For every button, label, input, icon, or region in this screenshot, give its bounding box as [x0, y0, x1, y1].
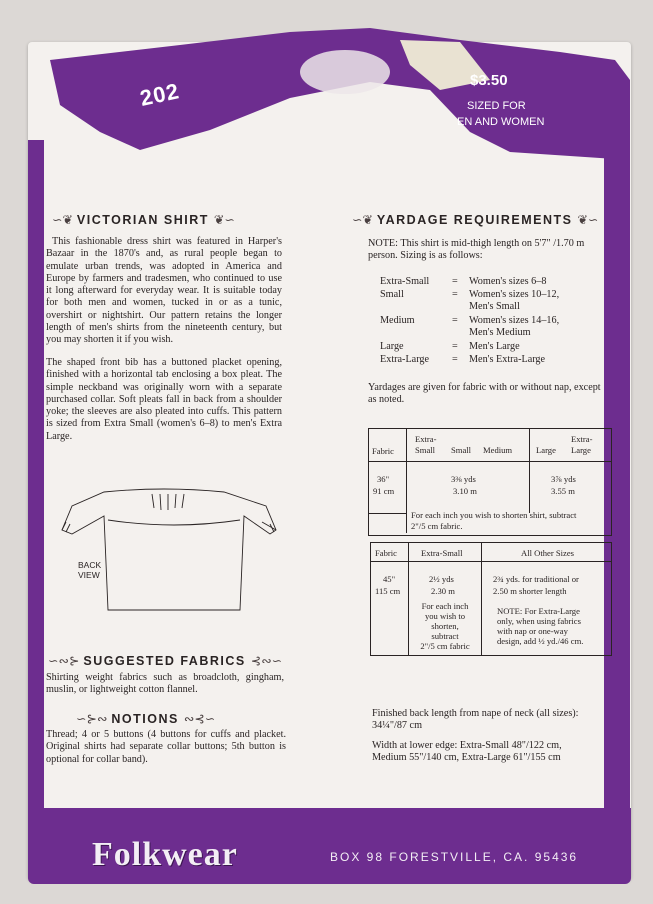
note-line: 2"/5 cm fabric: [420, 641, 470, 651]
fabric-width: 45": [383, 574, 396, 584]
price-label: $3.50: [470, 72, 508, 89]
sized-for-line2: EN AND WOMEN: [457, 116, 545, 128]
size-equals: =: [452, 341, 458, 352]
scroll-ornament-icon: ∽⊱∾: [76, 711, 112, 726]
size-name: Small: [380, 289, 404, 300]
yardage-heading: [352, 212, 598, 227]
other-yardage-m: 2.50 m shorter length: [493, 586, 567, 596]
xs-shorten-note: [409, 601, 481, 651]
size-desc: Men's Large: [469, 341, 520, 352]
back-length-line2: 34¼"/87 cm: [372, 720, 422, 732]
back-view-line1: BACK: [78, 560, 102, 570]
header-fabric: Fabric: [372, 446, 394, 456]
header-extra-small-2: Small: [415, 445, 436, 455]
back-view-line2: VIEW: [78, 570, 100, 580]
note-line: with nap or one-way: [497, 626, 568, 636]
torn-top-flap: [40, 20, 630, 160]
scroll-ornament-icon: ∽❦: [352, 212, 377, 227]
scroll-ornament-icon: ❦∽: [577, 212, 599, 227]
size-desc: Men's Extra-Large: [469, 354, 546, 365]
scroll-ornament-icon: ∽❦: [52, 212, 77, 227]
size-desc2: Men's Medium: [469, 327, 531, 338]
fabric-width-cm: 91 cm: [373, 486, 395, 496]
size-desc: Women's sizes 14–16,: [469, 315, 560, 326]
description-paragraph-1: This fashionable dress shirt was featured in Harper's Bazaar in the 1870's and, as rural people began to emulate urban trends, was adopted in America and Europe by farmers and tradesmen, who continued to use it long afterward for everyday wear. It is suitable today for both men and women, tucked in or as a tunic, overshirt or nightshirt. Our pattern retains the longer length of men's shirts from the nineteenth century, but you may shorten it if you wish.: [46, 236, 282, 346]
notions-heading: [76, 711, 215, 726]
size-equals: =: [452, 315, 458, 326]
xs-yardage: 2½ yds: [429, 574, 454, 584]
yardage-value-m: 3.10 m: [453, 486, 477, 496]
back-length-line1: Finished back length from nape of neck (all sizes):: [372, 708, 579, 719]
section-title: YARDAGE REQUIREMENTS: [376, 213, 573, 227]
fabric-width: 36": [377, 474, 390, 484]
back-length-info: [372, 708, 622, 733]
back-view-label: [78, 560, 101, 580]
note-line: For each inch: [421, 601, 469, 611]
note-line: only, when using fabrics: [497, 616, 581, 626]
yardage-value-xl: 3⅞ yds: [551, 474, 576, 484]
size-name: Extra-Small: [380, 276, 430, 287]
shorten-note-line1: For each inch you wish to shorten shirt, subtract: [411, 510, 577, 520]
scroll-ornament-icon: ❦∽: [213, 212, 235, 227]
section-title: NOTIONS: [111, 712, 179, 726]
note-line: NOTE: For Extra-Large: [497, 606, 580, 616]
header-extra-large-1: Extra-: [571, 434, 593, 444]
note-line: subtract: [431, 631, 459, 641]
folkwear-logo: Folkwear: [92, 836, 238, 873]
note-line: shorten,: [431, 621, 459, 631]
sized-for-line1: SIZED FOR: [467, 100, 526, 112]
width-info: [372, 740, 622, 765]
size-equals: =: [452, 276, 458, 287]
company-address: BOX 98 FORESTVILLE, CA. 95436: [330, 850, 579, 864]
xs-yardage-m: 2.30 m: [431, 586, 455, 596]
left-purple-band: [28, 140, 44, 830]
size-equals: =: [452, 354, 458, 365]
yardage-value-xl-m: 3.55 m: [551, 486, 575, 496]
back-view-illustration: [44, 486, 284, 616]
description-paragraph-2: The shaped front bib has a buttoned placket opening, finished with a horizontal tab enclosing a box pleat. The simple neckband was originally worn with a separate purchased collar. Soft pleats fall in back from a shoulder yoke; the sleeves are also pleated into cuffs. This pattern is sized from Extra Small (women's 6–8) to men's Extra Large.: [46, 357, 282, 442]
header-medium: Medium: [483, 445, 513, 455]
header-all-other-sizes: All Other Sizes: [521, 548, 574, 558]
size-name: Large: [380, 341, 404, 352]
suggested-fabrics-heading: [48, 653, 282, 668]
fabrics-text: Shirting weight fabrics such as broadcloth, gingham, muslin, or lightweight cotton flannel.: [46, 672, 284, 696]
header-fabric: Fabric: [375, 548, 397, 558]
scroll-ornament-icon: ∽∾⊱: [48, 653, 84, 668]
scroll-ornament-icon: ⊰∾∽: [250, 653, 283, 668]
size-desc: Women's sizes 6–8: [469, 276, 547, 287]
section-title: SUGGESTED FABRICS: [83, 654, 246, 668]
size-name: Medium: [380, 315, 415, 326]
header-large: Large: [536, 445, 556, 455]
size-desc2: Men's Small: [469, 301, 520, 312]
width-line1: Width at lower edge: Extra-Small 48"/122 cm,: [372, 740, 562, 751]
note-line: design, add ½ yd./46 cm.: [497, 636, 584, 646]
fabric-width-cm: 115 cm: [375, 586, 401, 596]
yardage-table-36in: [368, 428, 612, 536]
victorian-shirt-heading: [52, 212, 235, 227]
note-line: you wish to: [424, 611, 466, 621]
size-desc: Women's sizes 10–12,: [469, 289, 560, 300]
xl-nap-note: [497, 606, 583, 646]
header-extra-small: Extra-Small: [421, 548, 463, 558]
width-line2: Medium 55"/140 cm, Extra-Large 61"/155 cm: [372, 752, 561, 764]
notions-text: Thread; 4 or 5 buttons (4 buttons for cuffs and placket. Original shirts had separate collar buttons; 5th button is optional for collar band).: [46, 729, 286, 765]
header-extra-large-2: Large: [571, 445, 591, 455]
yardage-table-45in: [370, 542, 612, 656]
sizing-note: NOTE: This shirt is mid-thigh length on 5'7" /1.70 m person. Sizing is as follows:: [368, 238, 585, 262]
shorten-note-line2: 2"/5 cm fabric.: [411, 521, 463, 531]
section-title: VICTORIAN SHIRT: [76, 213, 209, 227]
header-small: Small: [451, 445, 472, 455]
pattern-number: 202: [137, 78, 182, 111]
header-extra-small-1: Extra-: [415, 434, 437, 444]
scroll-ornament-icon: ∾⊰∽: [183, 711, 216, 726]
yardage-value: 3⅜ yds: [451, 474, 476, 484]
size-equals: =: [452, 289, 458, 300]
size-name: Extra-Large: [380, 354, 430, 365]
yardage-note: Yardages are given for fabric with or without nap, except as noted.: [368, 382, 601, 406]
other-yardage: 2¾ yds. for traditional or: [493, 574, 579, 584]
